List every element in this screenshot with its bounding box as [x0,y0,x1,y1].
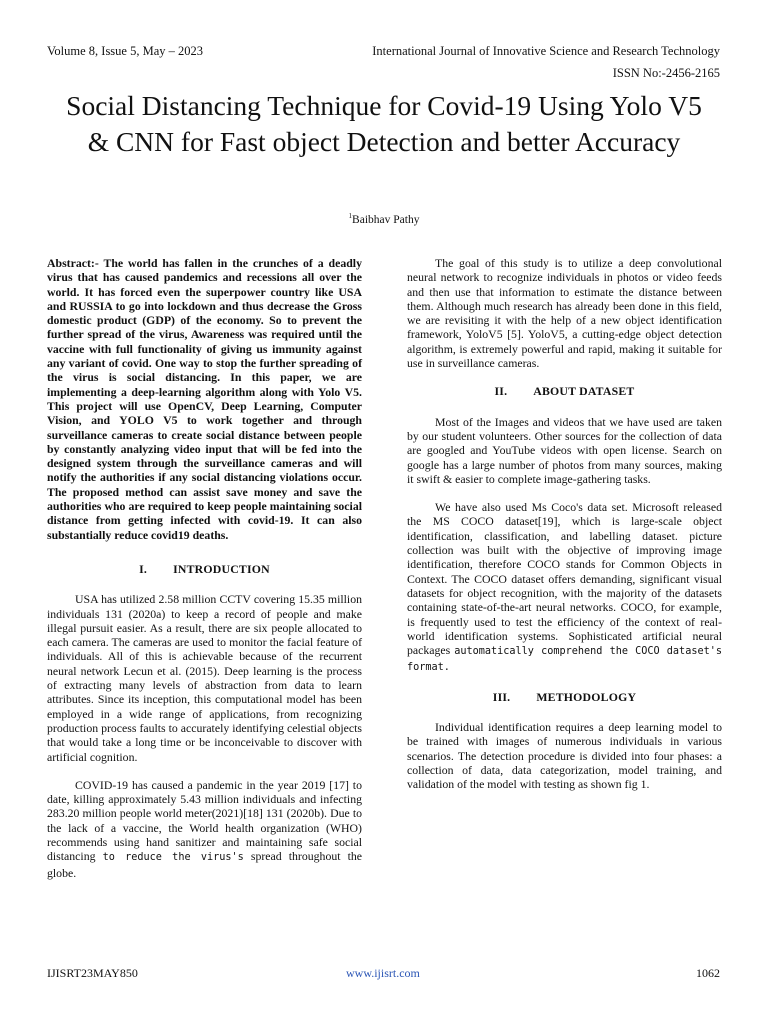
header-issn: ISSN No:-2456-2165 [612,66,720,80]
intro-paragraph-2 [47,778,362,880]
left-column [47,256,362,894]
dataset-paragraph-2-text: We have also used Ms Coco's data set. Microsoft released the MS COCO dataset[19], which is large-scale object identification, classification, and labelling dataset. picture collection was built with the objective of improving image identification, therefore COCO stands for Common Objects in Context. The COCO dataset offers demanding, significant visual datasets for object recognition, with the majority of the datasets containing state-of-the-art neural networks. COCO, for example, is frequently used to test the efficiency of the context of real-world identification systems. Sophisticated artificial neural packages [407,500,722,658]
footer-paper-id: IJISRT23MAY850 [47,966,138,980]
intro-paragraph-2-mono: to reduce the virus's [102,852,244,864]
section-title: ABOUT DATASET [533,384,635,399]
intro-paragraph-2-end: spread throughout the globe. [47,849,363,880]
header-journal: International Journal of Innovative Science and Research Technology [372,44,720,58]
methodology-paragraph-1: Individual identification requires a deep learning model to be trained with images of numerous individuals in various scenarios. The detection procedure is divided into four phases: a collection of data, data categorization, model training, and validation of the model with testing as shown fig 1. [407,720,722,792]
intro-paragraph-1: USA has utilized 2.58 million CCTV covering 15.35 million individuals 131 (2020a) to keep a record of people and make illegal pursuit easier. As a result, there are six people allocated to each camera. The cameras are used to monitor the facial feature of individuals. All of this is achievable because of the recurrent neural network Lecun et al. (2015). Deep learning is the process of extracting many levels of abstraction from data to learn attributes. Since its inception, this computational model has been employed in a wide range of applications, from recognizing production process faults to accurately identifying celestial objects that would take a long time or be inconceivable to discover with artificial cognition. [47,592,362,764]
right-column [407,256,722,806]
dataset-paragraph-1: Most of the Images and videos that we have used are taken by our student volunteers. Other sources for the collection of data are googled and YouTube videos with open license. Search on google has a large number of photos from many sources, making it swift & easier to complete image-gathering tasks. [407,414,722,486]
section-number: II. [494,384,508,399]
header-volume: Volume 8, Issue 5, May – 2023 [47,44,204,58]
author-name: Baibhav Pathy [352,213,420,226]
section-heading-methodology [407,690,722,704]
section-number: I. [139,561,148,576]
section-number: III. [492,689,511,704]
section-heading-introduction [47,562,362,576]
section-heading-dataset [407,384,722,398]
author-affiliation: 1 [348,212,353,220]
dataset-paragraph-2-mono: automatically comprehend the COCO dataset's format. [407,646,722,674]
abstract: Abstract:- The world has fallen in the crunches of a deadly virus that has caused pandemics and recessions all over the world. It has forced even the superpower country like USA and RUSSIA to go into lockdown and thus decrease the Gross domestic product (GDP) of the economy. So to prevent the further spread of the virus, Awareness was required until the vaccine with full functionality of giving us immunity against any variant of covid. One way to stop the further spreading of the virus is social distancing. In this paper, we are implementing a deep-learning algorithm along with Yolo V5. This project will use OpenCV, Deep Learning, Computer Vision, and YOLO V5 to work together and through surveillance cameras to create social distance between people by constantly analyzing video input that will be fed into the designed system through the surveillance cameras and will notify the authorities if any social distancing violations occur. The proposed method can assist save money and save the authorities who are required to keep people maintaining social distance from getting infected with covid-19. It can also substantially reduce covid19 deaths. [47,256,362,542]
paper-title: Social Distancing Technique for Covid-19 Using Yolo V5 & CNN for Fast object Detection and better Accuracy [66,90,702,157]
footer-page-number: 1062 [696,966,720,980]
goal-paragraph: The goal of this study is to utilize a deep convolutional neural network to recognize individuals in photos or video feeds and then use that information to estimate the distance between them. Although much research has already been done in this field, we are revisiting it with the help of a new object identification framework, YoloV5 [5]. YoloV5, a cutting-edge object detection algorithm, is extremely powerful and rapid, making it suitable for use in surveillance cameras. [407,256,722,371]
intro-paragraph-2-text: COVID-19 has caused a pandemic in the year 2019 [17] to date, killing approximately 5.43 million individuals and infecting 283.20 million people world meter(2021)[18] 131 (2020b). Due to the lack of a vaccine, the World health organization (WHO) recommends using hand sanitizer and maintaining safe social distancing [47,777,362,864]
dataset-paragraph-2 [407,500,722,676]
author-line [0,212,768,226]
footer-url-link[interactable]: www.ijisrt.com [346,966,420,980]
section-title: METHODOLOGY [536,689,637,704]
section-title: INTRODUCTION [173,561,270,576]
